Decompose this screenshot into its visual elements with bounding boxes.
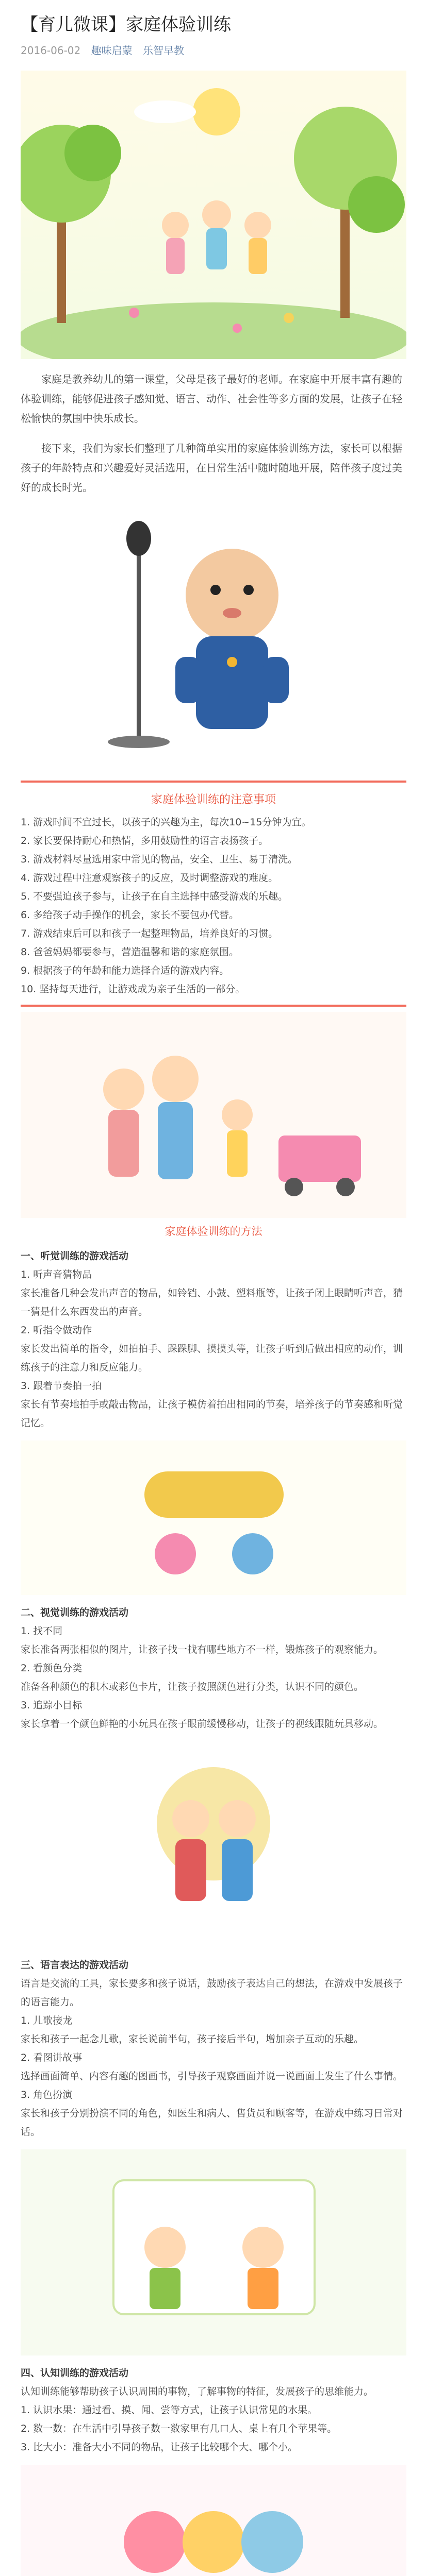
section-2-line: 3. 追踪小目标	[21, 1700, 83, 1711]
section-4-line: 认知训练能够帮助孩子认识周围的事物，了解事物的特征，发展孩子的思维能力。	[21, 2386, 374, 2397]
section-2-title: 二、视觉训练的游戏活动	[21, 1607, 129, 1618]
section-1-line: 2. 听指令做动作	[21, 1325, 92, 1336]
sections-heading: 家庭体验训练的方法	[165, 1225, 262, 1238]
section-2	[21, 1603, 406, 1733]
section-4-title: 四、认知训练的游戏活动	[21, 2367, 129, 2379]
intro-paragraph-1: 家庭是教养幼儿的第一课堂，父母是孩子最好的老师。在家庭中开展丰富有趣的体验训练，能够促进孩子感知觉、语言、动作、社会性等多方面的发展，让孩子在轻松愉快的氛围中快乐成长。	[21, 373, 402, 425]
section-1-illustration	[21, 1440, 406, 1595]
section-1-title: 一、听觉训练的游戏活动	[21, 1250, 129, 1262]
rules-item: 3. 游戏材料尽量选用家中常见的物品，安全、卫生、易于清洗。	[21, 854, 298, 865]
rules-item: 10. 坚持每天进行，让游戏成为亲子生活的一部分。	[21, 984, 245, 995]
section-divider-bottom	[21, 1005, 406, 1007]
section-2-line: 家长拿着一个颜色鲜艳的小玩具在孩子眼前缓慢移动，让孩子的视线跟随玩具移动。	[21, 1718, 384, 1730]
section-1-line: 3. 跟着节奏拍一拍	[21, 1380, 102, 1392]
intro-paragraph-2: 接下来，我们为家长们整理了几种简单实用的家庭体验训练方法，家长可以根据孩子的年龄特点和兴趣爱好灵活选用，在日常生活中随时随地开展，陪伴孩子度过美好的成长时光。	[21, 442, 402, 494]
rules-item: 4. 游戏过程中注意观察孩子的反应，及时调整游戏的难度。	[21, 872, 278, 884]
rules-item: 5. 不要强迫孩子参与，让孩子在自主选择中感受游戏的乐趣。	[21, 891, 288, 902]
doll-illustration-svg	[21, 507, 406, 775]
section-1-line: 1. 听声音猜物品	[21, 1269, 92, 1280]
section-1-line: 家长发出简单的指令，如拍拍手、跺跺脚、摸摸头等，让孩子听到后做出相应的动作，训练孩子的注意力和反应能力。	[21, 1343, 403, 1373]
section-2-line: 家长准备两张相似的图片，让孩子找一找有哪些地方不一样，锻炼孩子的观察能力。	[21, 1644, 384, 1655]
section-3-line: 选择画面简单、内容有趣的图画书，引导孩子观察画面并说一说画面上发生了什么事情。	[21, 2071, 403, 2082]
section-3-title: 三、语言表达的游戏活动	[21, 1959, 129, 1971]
rules-item: 1. 游戏时间不宜过长，以孩子的兴趣为主，每次10~15分钟为宜。	[21, 817, 311, 828]
rules-item: 2. 家长要保持耐心和热情，多用鼓励性的语言表扬孩子。	[21, 835, 269, 846]
section-2-line: 1. 找不同	[21, 1625, 63, 1637]
article-title: 【育儿微课】家庭体验训练	[21, 14, 231, 35]
section-3-line: 3. 角色扮演	[21, 2089, 73, 2100]
rules-item: 9. 根据孩子的年龄和能力选择合适的游戏内容。	[21, 965, 229, 976]
doll-illustration	[21, 507, 406, 775]
rules-item: 8. 爸爸妈妈都要参与，营造温馨和谐的家庭氛围。	[21, 946, 239, 958]
section-4-line: 2. 数一数：在生活中引导孩子数一数家里有几口人、桌上有几个苹果等。	[21, 2423, 337, 2434]
article-author-link[interactable]: 趣味启蒙	[91, 44, 133, 57]
section-1	[21, 1247, 406, 1432]
section-4-line: 1. 认识水果：通过看、摸、闻、尝等方式，让孩子认识常见的水果。	[21, 2404, 318, 2416]
section-3-line: 家长和孩子分别扮演不同的角色，如医生和病人、售货员和顾客等，在游戏中练习日常对话。	[21, 2108, 403, 2138]
hero-illustration-svg	[21, 71, 406, 359]
rules-heading: 家庭体验训练的注意事项	[151, 793, 276, 806]
section-1-line: 家长准备几种会发出声音的物品，如铃铛、小鼓、塑料瓶等，让孩子闭上眼睛听声音，猜一猜是什么东西发出的声音。	[21, 1287, 403, 1317]
section-2-illustration	[21, 1741, 406, 1947]
rules-item: 6. 多给孩子动手操作的机会，家长不要包办代替。	[21, 909, 239, 921]
family-illustration-svg	[21, 1012, 406, 1218]
section-4-line: 3. 比大小：准备大小不同的物品，让孩子比较哪个大、哪个小。	[21, 2442, 298, 2453]
section-2-line: 2. 看颜色分类	[21, 1663, 83, 1674]
section-3	[21, 1956, 406, 2141]
section-1-line: 家长有节奏地拍手或敲击物品，让孩子模仿着拍出相同的节奏，培养孩子的节奏感和听觉记忆。	[21, 1399, 403, 1429]
section-4	[21, 2364, 406, 2456]
section-4-illustration	[21, 2465, 406, 2576]
section-3-line: 家长和孩子一起念儿歌，家长说前半句，孩子接后半句，增加亲子互动的乐趣。	[21, 2033, 364, 2045]
article-meta	[21, 42, 406, 57]
section-3-line: 1. 儿歌接龙	[21, 2015, 73, 2026]
section-3-illustration	[21, 2149, 406, 2355]
section-3-illustration-svg	[21, 2149, 406, 2355]
article-source-link[interactable]: 乐智早教	[142, 44, 184, 57]
article-date: 2016-06-02	[21, 44, 81, 57]
rules-item: 7. 游戏结束后可以和孩子一起整理物品，培养良好的习惯。	[21, 928, 278, 939]
rules-list	[21, 813, 406, 998]
section-4-illustration-svg	[21, 2465, 406, 2576]
section-divider-top	[21, 781, 406, 783]
section-3-line: 2. 看图讲故事	[21, 2052, 83, 2063]
section-2-illustration-svg	[21, 1741, 406, 1947]
hero-illustration	[21, 71, 406, 359]
article-header	[0, 0, 427, 57]
section-2-line: 准备各种颜色的积木或彩色卡片，让孩子按照颜色进行分类，认识不同的颜色。	[21, 1681, 364, 1692]
section-3-line: 语言是交流的工具，家长要多和孩子说话，鼓励孩子表达自己的想法，在游戏中发展孩子的语言能力。	[21, 1978, 403, 2008]
family-illustration	[21, 1012, 406, 1218]
section-1-illustration-svg	[21, 1440, 406, 1595]
